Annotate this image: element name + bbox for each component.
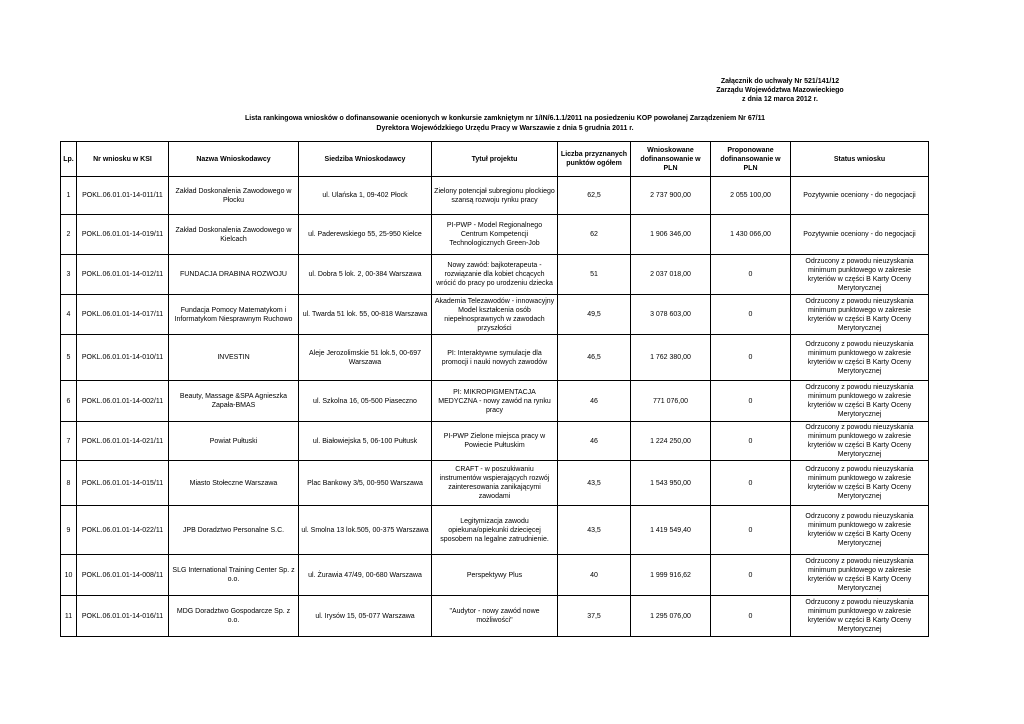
- cell-tytul: Akademia Telezawodów - innowacyjny Model kształcenia osób niepełnosprawnych w zawodach przyszłości: [432, 295, 558, 335]
- table-row: [61, 461, 929, 506]
- cell-proponowane: 0: [711, 461, 791, 506]
- cell-punkty: 49,5: [558, 295, 631, 335]
- title-line-2: Dyrektora Wojewódzkiego Urzędu Pracy w Warszawie z dnia 5 grudnia 2011 r.: [376, 125, 634, 132]
- cell-punkty: 40: [558, 555, 631, 596]
- cell-status: Odrzucony z powodu nieuzyskania minimum punktowego w zakresie kryteriów w części B Karty Oceny Merytorycznej: [791, 335, 929, 381]
- cell-nazwa: JPB Doradztwo Personalne S.C.: [169, 506, 299, 555]
- cell-siedziba: ul. Dobra 5 lok. 2, 00-384 Warszawa: [299, 255, 432, 295]
- cell-lp: 10: [61, 555, 77, 596]
- cell-proponowane: 2 055 100,00: [711, 177, 791, 215]
- cell-nazwa: Beauty, Massage &SPA Agnieszka Zapała-BMAS: [169, 381, 299, 422]
- cell-nr: POKL.06.01.01-14-002/11: [77, 381, 169, 422]
- cell-tytul: "Audytor - nowy zawód nowe możliwości": [432, 596, 558, 637]
- cell-siedziba: ul. Żurawia 47/49, 00-680 Warszawa: [299, 555, 432, 596]
- cell-status: Odrzucony z powodu nieuzyskania minimum punktowego w zakresie kryteriów w części B Karty Oceny Merytorycznej: [791, 295, 929, 335]
- cell-status: Odrzucony z powodu nieuzyskania minimum punktowego w zakresie kryteriów w części B Karty Oceny Merytorycznej: [791, 555, 929, 596]
- cell-nazwa: INVESTIN: [169, 335, 299, 381]
- cell-punkty: 43,5: [558, 461, 631, 506]
- annex-header: [700, 77, 860, 104]
- cell-status: Odrzucony z powodu nieuzyskania minimum punktowego w zakresie kryteriów w części B Karty Oceny Merytorycznej: [791, 381, 929, 422]
- cell-nr: POKL.06.01.01-14-012/11: [77, 255, 169, 295]
- cell-nr: POKL.06.01.01-14-019/11: [77, 215, 169, 255]
- cell-tytul: PI: MIKROPIGMENTACJA MEDYCZNA - nowy zawód na rynku pracy: [432, 381, 558, 422]
- cell-nr: POKL.06.01.01-14-008/11: [77, 555, 169, 596]
- header-nazwa: Nazwa Wnioskodawcy: [169, 142, 299, 177]
- cell-lp: 3: [61, 255, 77, 295]
- cell-lp: 11: [61, 596, 77, 637]
- cell-status: Pozytywnie oceniony - do negocjacji: [791, 177, 929, 215]
- cell-siedziba: Aleje Jerozolimskie 51 lok.5, 00-697 Warszawa: [299, 335, 432, 381]
- table-body: [61, 177, 929, 637]
- cell-siedziba: Plac Bankowy 3/5, 00-950 Warszawa: [299, 461, 432, 506]
- cell-proponowane: 0: [711, 255, 791, 295]
- document-title: [180, 114, 830, 134]
- cell-wnioskowane: 1 295 076,00: [631, 596, 711, 637]
- table-row: [61, 381, 929, 422]
- cell-proponowane: 1 430 066,00: [711, 215, 791, 255]
- cell-nazwa: Miasto Stołeczne Warszawa: [169, 461, 299, 506]
- header-punkty: Liczba przyznanych punktów ogółem: [558, 142, 631, 177]
- cell-lp: 7: [61, 422, 77, 461]
- cell-nr: POKL.06.01.01-14-017/11: [77, 295, 169, 335]
- cell-nazwa: Powiat Pułtuski: [169, 422, 299, 461]
- table-row: [61, 215, 929, 255]
- cell-wnioskowane: 1 224 250,00: [631, 422, 711, 461]
- cell-tytul: Nowy zawód: bajkoterapeuta - rozwiązanie dla kobiet chcących wrócić do pracy po urodzeniu dziecka: [432, 255, 558, 295]
- cell-wnioskowane: 1 906 346,00: [631, 215, 711, 255]
- cell-siedziba: ul. Szkolna 16, 05-500 Piaseczno: [299, 381, 432, 422]
- annex-line-1: Załącznik do uchwały Nr 521/141/12: [720, 78, 840, 85]
- table-row: [61, 255, 929, 295]
- cell-nazwa: Zakład Doskonalenia Zawodowego w Płocku: [169, 177, 299, 215]
- cell-nazwa: SLG International Training Center Sp. z o.o.: [169, 555, 299, 596]
- cell-nazwa: FUNDACJA DRABINA ROZWOJU: [169, 255, 299, 295]
- cell-proponowane: 0: [711, 555, 791, 596]
- cell-punkty: 62: [558, 215, 631, 255]
- cell-punkty: 46: [558, 422, 631, 461]
- cell-status: Odrzucony z powodu nieuzyskania minimum punktowego w zakresie kryteriów w części B Karty Oceny Merytorycznej: [791, 461, 929, 506]
- cell-lp: 5: [61, 335, 77, 381]
- cell-proponowane: 0: [711, 335, 791, 381]
- cell-status: Odrzucony z powodu nieuzyskania minimum punktowego w zakresie kryteriów w części B Karty Oceny Merytorycznej: [791, 506, 929, 555]
- cell-punkty: 46: [558, 381, 631, 422]
- cell-tytul: Zielony potencjał subregionu płockiego szansą rozwoju rynku pracy: [432, 177, 558, 215]
- cell-punkty: 37,5: [558, 596, 631, 637]
- cell-status: Odrzucony z powodu nieuzyskania minimum punktowego w zakresie kryteriów w części B Karty Oceny Merytorycznej: [791, 422, 929, 461]
- cell-wnioskowane: 2 737 900,00: [631, 177, 711, 215]
- cell-status: Pozytywnie oceniony - do negocjacji: [791, 215, 929, 255]
- header-lp: Lp.: [61, 142, 77, 177]
- table-row: [61, 596, 929, 637]
- cell-siedziba: ul. Paderewskiego 55, 25-950 Kielce: [299, 215, 432, 255]
- header-wnioskowane: Wnioskowane dofinansowanie w PLN: [631, 142, 711, 177]
- cell-lp: 8: [61, 461, 77, 506]
- cell-siedziba: ul. Ulańska 1, 09-402 Płock: [299, 177, 432, 215]
- cell-wnioskowane: 771 076,00: [631, 381, 711, 422]
- cell-proponowane: 0: [711, 596, 791, 637]
- cell-siedziba: ul. Twarda 51 lok. 55, 00-818 Warszawa: [299, 295, 432, 335]
- cell-status: Odrzucony z powodu nieuzyskania minimum punktowego w zakresie kryteriów w części B Karty Oceny Merytorycznej: [791, 596, 929, 637]
- cell-nr: POKL.06.01.01-14-011/11: [77, 177, 169, 215]
- table-header-row: [61, 142, 929, 177]
- cell-nazwa: Zakład Doskonalenia Zawodowego w Kielcach: [169, 215, 299, 255]
- table-row: [61, 555, 929, 596]
- cell-lp: 6: [61, 381, 77, 422]
- cell-punkty: 51: [558, 255, 631, 295]
- annex-line-2: Zarządu Województwa Mazowieckiego: [716, 87, 844, 94]
- cell-lp: 4: [61, 295, 77, 335]
- cell-wnioskowane: 3 078 603,00: [631, 295, 711, 335]
- cell-tytul: PI: Interaktywne symulacje dla promocji i nauki nowych zawodów: [432, 335, 558, 381]
- cell-proponowane: 0: [711, 506, 791, 555]
- header-nr: Nr wniosku w KSI: [77, 142, 169, 177]
- table-row: [61, 335, 929, 381]
- cell-nr: POKL.06.01.01-14-010/11: [77, 335, 169, 381]
- cell-tytul: CRAFT - w poszukiwaniu instrumentów wspierających rozwój zainteresowania zanikającymi zawodami: [432, 461, 558, 506]
- cell-siedziba: ul. Smolna 13 lok.505, 00-375 Warszawa: [299, 506, 432, 555]
- cell-siedziba: ul. Irysów 15, 05-077 Warszawa: [299, 596, 432, 637]
- cell-proponowane: 0: [711, 381, 791, 422]
- ranking-table: [60, 141, 929, 637]
- title-line-1: Lista rankingowa wniosków o dofinansowanie ocenionych w konkursie zamkniętym nr 1/IN/6.1.1/2011 na posiedzeniu KOP powołanej Zarządzeniem Nr 67/11: [245, 115, 765, 122]
- cell-lp: 2: [61, 215, 77, 255]
- table-row: [61, 422, 929, 461]
- cell-tytul: PI-PWP Zielone miejsca pracy w Powiecie Pułtuskim: [432, 422, 558, 461]
- header-status: Status wniosku: [791, 142, 929, 177]
- header-tytul: Tytuł projektu: [432, 142, 558, 177]
- cell-punkty: 46,5: [558, 335, 631, 381]
- cell-nazwa: MDG Doradztwo Gospodarcze Sp. z o.o.: [169, 596, 299, 637]
- cell-tytul: Legitymizacja zawodu opiekuna/opiekunki dziecięcej sposobem na legalne zatrudnienie.: [432, 506, 558, 555]
- header-proponowane: Proponowane dofinansowanie w PLN: [711, 142, 791, 177]
- cell-lp: 1: [61, 177, 77, 215]
- cell-tytul: Perspektywy Plus: [432, 555, 558, 596]
- cell-tytul: PI-PWP - Model Regionalnego Centrum Kompetencji Technologicznych Green-Job: [432, 215, 558, 255]
- cell-punkty: 43,5: [558, 506, 631, 555]
- cell-status: Odrzucony z powodu nieuzyskania minimum punktowego w zakresie kryteriów w części B Karty Oceny Merytorycznej: [791, 255, 929, 295]
- cell-wnioskowane: 2 037 018,00: [631, 255, 711, 295]
- cell-wnioskowane: 1 999 916,62: [631, 555, 711, 596]
- cell-nazwa: Fundacja Pomocy Matematykom i Informatykom Niesprawnym Ruchowo: [169, 295, 299, 335]
- cell-wnioskowane: 1 762 380,00: [631, 335, 711, 381]
- annex-line-3: z dnia 12 marca 2012 r.: [742, 96, 818, 103]
- cell-nr: POKL.06.01.01-14-022/11: [77, 506, 169, 555]
- cell-proponowane: 0: [711, 422, 791, 461]
- cell-proponowane: 0: [711, 295, 791, 335]
- cell-wnioskowane: 1 543 950,00: [631, 461, 711, 506]
- table-row: [61, 177, 929, 215]
- cell-wnioskowane: 1 419 549,40: [631, 506, 711, 555]
- header-siedziba: Siedziba Wnioskodawcy: [299, 142, 432, 177]
- cell-nr: POKL.06.01.01-14-016/11: [77, 596, 169, 637]
- cell-nr: POKL.06.01.01-14-015/11: [77, 461, 169, 506]
- cell-lp: 9: [61, 506, 77, 555]
- table-row: [61, 506, 929, 555]
- cell-siedziba: ul. Białowiejska 5, 06-100 Pułtusk: [299, 422, 432, 461]
- table-row: [61, 295, 929, 335]
- cell-nr: POKL.06.01.01-14-021/11: [77, 422, 169, 461]
- cell-punkty: 62,5: [558, 177, 631, 215]
